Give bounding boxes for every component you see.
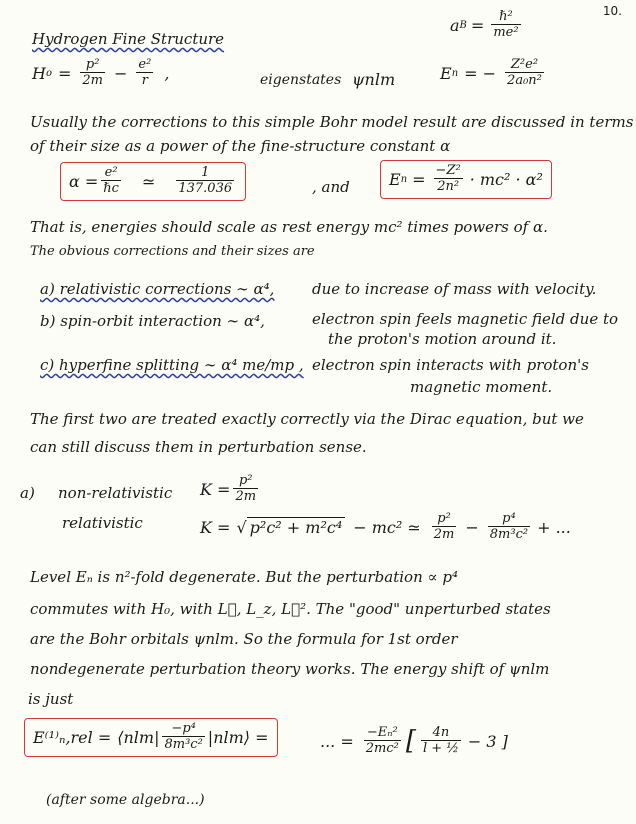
h-comma: , bbox=[164, 63, 170, 83]
en-box bbox=[380, 160, 552, 199]
para4-line1: Level Eₙ is n²-fold degenerate. But the perturbation ∝ p⁴ bbox=[30, 568, 459, 586]
final-r-frac bbox=[364, 726, 401, 757]
eigenstates-label: eigenstates bbox=[260, 72, 342, 88]
k2-t1-num: p² bbox=[437, 511, 451, 526]
section-a-label: a) bbox=[20, 484, 35, 502]
h-t1 bbox=[80, 58, 105, 89]
correction-c-desc: electron spin interacts with proton's bbox=[312, 356, 589, 374]
rel-label: relativistic bbox=[62, 514, 143, 532]
final-b-open: [ bbox=[405, 726, 416, 757]
correction-b-label: b) spin-orbit interaction ∼ α⁴, bbox=[40, 312, 265, 330]
en-frac bbox=[434, 164, 463, 195]
hamiltonian-eq bbox=[32, 58, 169, 89]
k2-tail: + ... bbox=[537, 517, 571, 537]
alpha-den2: 137.036 bbox=[178, 181, 233, 197]
para3-line1: The first two are treated exactly correctly via the Dirac equation, but we bbox=[30, 410, 584, 428]
h-t2-num: e² bbox=[138, 57, 152, 72]
final-b-frac bbox=[421, 726, 461, 757]
final-frac bbox=[162, 722, 204, 753]
k1-num: p² bbox=[238, 473, 253, 488]
para1-line1: Usually the corrections to this simple Bohr model result are discussed in terms bbox=[30, 113, 634, 131]
h-eq: = bbox=[57, 63, 72, 83]
h-t1-den: 2m bbox=[82, 73, 103, 89]
psi-label: ψnlm bbox=[352, 70, 396, 89]
and-label: , and bbox=[312, 178, 350, 196]
en-lhs: E bbox=[389, 169, 401, 189]
h-t1-num: p² bbox=[85, 57, 100, 72]
k2-t1-den: 2m bbox=[433, 527, 455, 543]
bohr-radius-eq bbox=[450, 10, 524, 41]
correction-c-desc2: magnetic moment. bbox=[410, 378, 553, 396]
final-dots: ... = bbox=[320, 731, 354, 751]
final-ket: |nlm⟩ = bbox=[207, 727, 269, 747]
alpha-approx: ≃ bbox=[141, 171, 156, 191]
correction-a-label: a) relativistic corrections ∼ α⁴, bbox=[40, 280, 275, 298]
alpha-num2: 1 bbox=[201, 165, 210, 180]
bohr-frac bbox=[491, 10, 520, 41]
final-lhs: E⁽¹⁾ₙ,rel = bbox=[33, 727, 112, 747]
final-b-den: l + ½ bbox=[423, 741, 459, 757]
h-t2 bbox=[136, 58, 153, 89]
para2-line2: The obvious corrections and their sizes are bbox=[30, 244, 315, 259]
h-minus: − bbox=[114, 63, 128, 83]
e-lhs: E bbox=[440, 63, 452, 83]
final-bra: ⟨nlm| bbox=[117, 727, 160, 747]
para4-line4: nondegenerate perturbation theory works. The energy shift of ψnlm bbox=[30, 660, 550, 678]
k2-minus: − bbox=[465, 517, 479, 537]
final-den: 8m³c² bbox=[164, 737, 203, 753]
energy-eq bbox=[440, 58, 547, 89]
alpha-den: ℏc bbox=[103, 181, 119, 197]
para3-line2: can still discuss them in perturbation sense. bbox=[30, 438, 367, 456]
e-eq: = − bbox=[464, 63, 497, 83]
e-frac bbox=[505, 58, 544, 89]
k2-t2-den: 8m³c² bbox=[489, 527, 529, 543]
alpha-frac bbox=[101, 166, 121, 197]
final-r-num: −Eₙ² bbox=[366, 725, 398, 740]
k-nonrel-eq bbox=[200, 474, 261, 505]
e-den: 2a₀n² bbox=[507, 73, 542, 89]
k2-sqrt: p²c² + m²c⁴ bbox=[247, 517, 346, 537]
correction-a-desc: due to increase of mass with velocity. bbox=[312, 280, 597, 298]
para1-line2: of their size as a power of the fine-structure constant α bbox=[30, 137, 451, 155]
page-number: 10. bbox=[602, 4, 622, 18]
alpha-num: e² bbox=[104, 165, 118, 180]
h-lhs-sub: o bbox=[45, 67, 52, 79]
page-title: Hydrogen Fine Structure bbox=[32, 30, 225, 48]
k2-rest: − mc² ≃ bbox=[353, 517, 421, 537]
final-b-num: 4n bbox=[432, 725, 450, 740]
en-den: 2n² bbox=[434, 178, 463, 195]
final-r-den: 2mc² bbox=[365, 741, 399, 757]
final-result-eq bbox=[320, 726, 508, 757]
alpha-lhs: α = bbox=[69, 171, 99, 191]
bohr-den: me² bbox=[493, 25, 519, 41]
bohr-num: ℏ² bbox=[499, 9, 513, 24]
bohr-lhs: a bbox=[450, 15, 460, 35]
para4-line5: is just bbox=[28, 690, 74, 708]
h-lhs: H bbox=[32, 63, 46, 83]
k-rel-eq: K = √ p²c² + m²c⁴ − mc² ≃ $\frac{\text{p²}}{2m}$ − $\frac{\text{p⁴}}{\text{8m³c²}}$ + ... bbox=[200, 511, 571, 543]
k1-frac bbox=[233, 474, 258, 505]
final-num: −p⁴ bbox=[171, 721, 196, 736]
en-eq: = bbox=[412, 169, 426, 189]
correction-c-label: c) hyperfine splitting ∼ α⁴ me/mp , bbox=[40, 356, 304, 374]
final-box bbox=[24, 718, 278, 757]
para4-line2: commutes with H₀, with L⃗, L_z, L⃗². The "good" unperturbed states bbox=[30, 600, 551, 618]
h-t2-den: r bbox=[136, 72, 153, 89]
correction-b-desc: electron spin feels magnetic field due to bbox=[312, 310, 619, 328]
nonrel-label: non-relativistic bbox=[58, 484, 173, 502]
para2-line1: That is, energies should scale as rest energy mc² times powers of α. bbox=[30, 218, 548, 236]
alpha-frac2 bbox=[176, 166, 234, 197]
k2: K = bbox=[200, 517, 231, 537]
e-lhs-sub: n bbox=[451, 67, 459, 79]
alpha-box bbox=[60, 162, 246, 201]
para4-line3: are the Bohr orbitals ψnlm. So the formula for 1st order bbox=[30, 630, 458, 648]
k2-t2-num: p⁴ bbox=[502, 511, 516, 526]
bohr-eq: = bbox=[470, 15, 485, 35]
en-lhs-sub: n bbox=[400, 173, 408, 185]
en-num: −Z² bbox=[435, 163, 461, 178]
en-rest: · mc² · α² bbox=[469, 169, 543, 189]
correction-b-desc2: the proton's motion around it. bbox=[328, 330, 557, 348]
final-b-rest: − 3 ] bbox=[467, 731, 508, 751]
k1-den: 2m bbox=[235, 489, 257, 505]
bohr-lhs-sub: B bbox=[459, 19, 467, 31]
k2-t2 bbox=[488, 512, 530, 543]
k1: K = bbox=[200, 479, 231, 499]
footnote: (after some algebra...) bbox=[46, 792, 205, 808]
e-num: Z²e² bbox=[510, 57, 539, 72]
k2-t1 bbox=[432, 512, 457, 543]
